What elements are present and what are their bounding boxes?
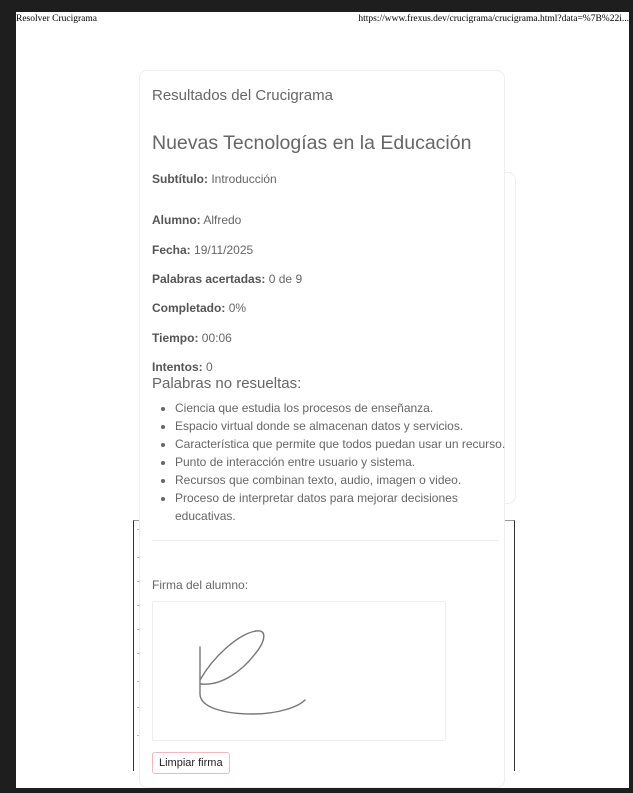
print-header — [16, 12, 629, 26]
unsolved-word-item: • Espacio virtual donde se almacenan datos y servicios. — [175, 417, 515, 435]
unsolved-word-item: • Característica que permite que todos puedan usar un recurso. — [175, 435, 515, 453]
modal-title: Resultados del Crucigrama — [152, 87, 333, 104]
field-correct-value: 0 de 9 — [268, 272, 303, 286]
field-attempts-value: 0 — [206, 360, 213, 374]
field-subtitle — [152, 172, 277, 186]
field-time-value: 00:06 — [201, 331, 232, 345]
signature-drawing — [153, 602, 447, 742]
print-header-title: Resolver Crucigrama — [16, 14, 97, 24]
field-student-label: Alumno: — [152, 213, 201, 227]
field-attempts-label: Intentos: — [152, 360, 203, 374]
field-student — [152, 213, 241, 227]
field-student-value: Alfredo — [203, 213, 242, 227]
field-correct-label: Palabras acertadas: — [152, 272, 266, 286]
field-correct-words — [152, 272, 302, 286]
clear-signature-button[interactable]: Limpiar firma — [152, 752, 230, 774]
unsolved-word-item: • Recursos que combinan texto, audio, imagen o video. — [175, 471, 515, 489]
field-date-value: 19/11/2025 — [194, 243, 254, 257]
field-date — [152, 243, 253, 257]
unsolved-word-item: • Proceso de interpretar datos para mejorar decisiones educativas. — [175, 489, 515, 525]
field-completed-value: 0% — [228, 301, 247, 315]
field-completed — [152, 301, 246, 315]
results-modal — [139, 70, 505, 788]
print-header-url: https://www.frexus.dev/crucigrama/crucigrama.html?data=%7B%22i... — [358, 14, 629, 24]
unsolved-words-title: Palabras no resueltas: — [152, 375, 302, 392]
field-attempts — [152, 360, 213, 374]
field-subtitle-value: Introducción — [211, 172, 277, 186]
field-subtitle-label: Subtítulo: — [152, 172, 208, 186]
field-time-label: Tiempo: — [152, 331, 199, 345]
field-time — [152, 331, 232, 345]
crossword-title: Nuevas Tecnologías en la Educación — [152, 132, 472, 154]
field-date-label: Fecha: — [152, 243, 191, 257]
section-divider — [152, 540, 498, 541]
unsolved-words-list — [152, 399, 515, 525]
unsolved-word-item: • Ciencia que estudia los procesos de enseñanza. — [175, 399, 515, 417]
signature-label: Firma del alumno: — [152, 578, 249, 592]
print-page — [16, 12, 629, 788]
signature-pad[interactable] — [152, 601, 446, 741]
unsolved-word-item: • Punto de interacción entre usuario y sistema. — [175, 453, 515, 471]
field-completed-label: Completado: — [152, 301, 226, 315]
